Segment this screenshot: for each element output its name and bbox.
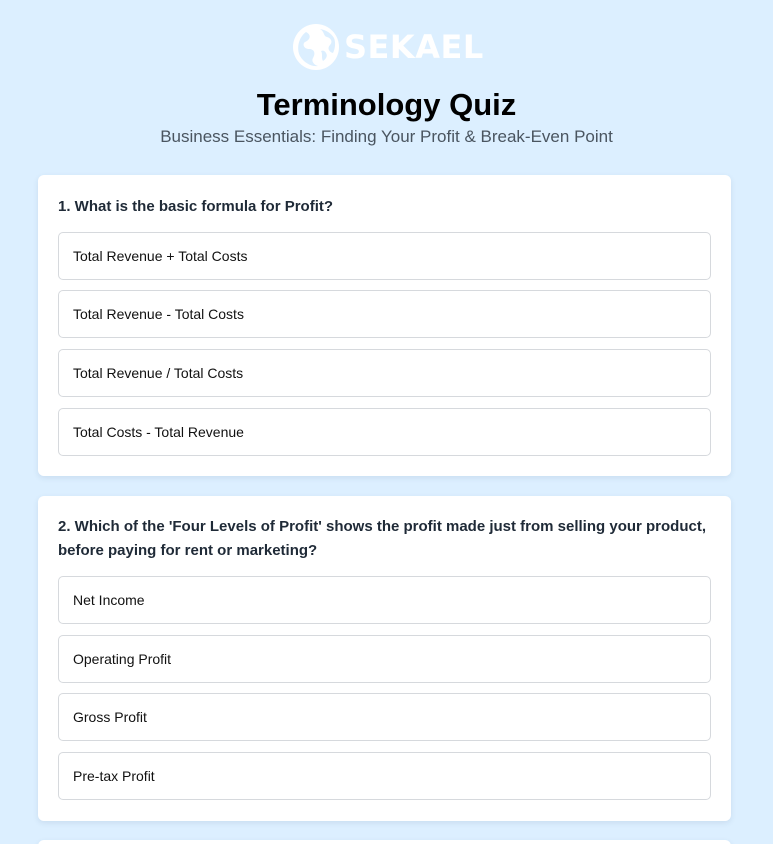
question-card-2 — [38, 496, 731, 821]
page-title: Terminology Quiz — [256, 87, 517, 122]
question-card-3 — [38, 840, 731, 844]
option-2-d[interactable]: Pre-tax Profit — [58, 752, 711, 800]
option-1-c[interactable]: Total Revenue / Total Costs — [58, 349, 711, 397]
brand-name: SEKAEL — [344, 28, 484, 66]
globe-icon — [292, 23, 340, 71]
option-2-b[interactable]: Operating Profit — [58, 635, 711, 683]
option-2-a[interactable]: Net Income — [58, 576, 711, 624]
question-1-text: 1. What is the basic formula for Profit? — [58, 198, 334, 215]
brand-logo — [292, 22, 484, 72]
option-2-c[interactable]: Gross Profit — [58, 693, 711, 741]
option-1-d[interactable]: Total Costs - Total Revenue — [58, 408, 711, 456]
question-2-text: 2. Which of the 'Four Levels of Profit' shows the profit made just from selling your product, before paying for rent or marketing? — [58, 518, 707, 559]
option-1-a[interactable]: Total Revenue + Total Costs — [58, 232, 711, 280]
question-card-1 — [38, 175, 731, 476]
page-subtitle: Business Essentials: Finding Your Profit & Break-Even Point — [160, 127, 613, 146]
option-1-b[interactable]: Total Revenue - Total Costs — [58, 290, 711, 338]
